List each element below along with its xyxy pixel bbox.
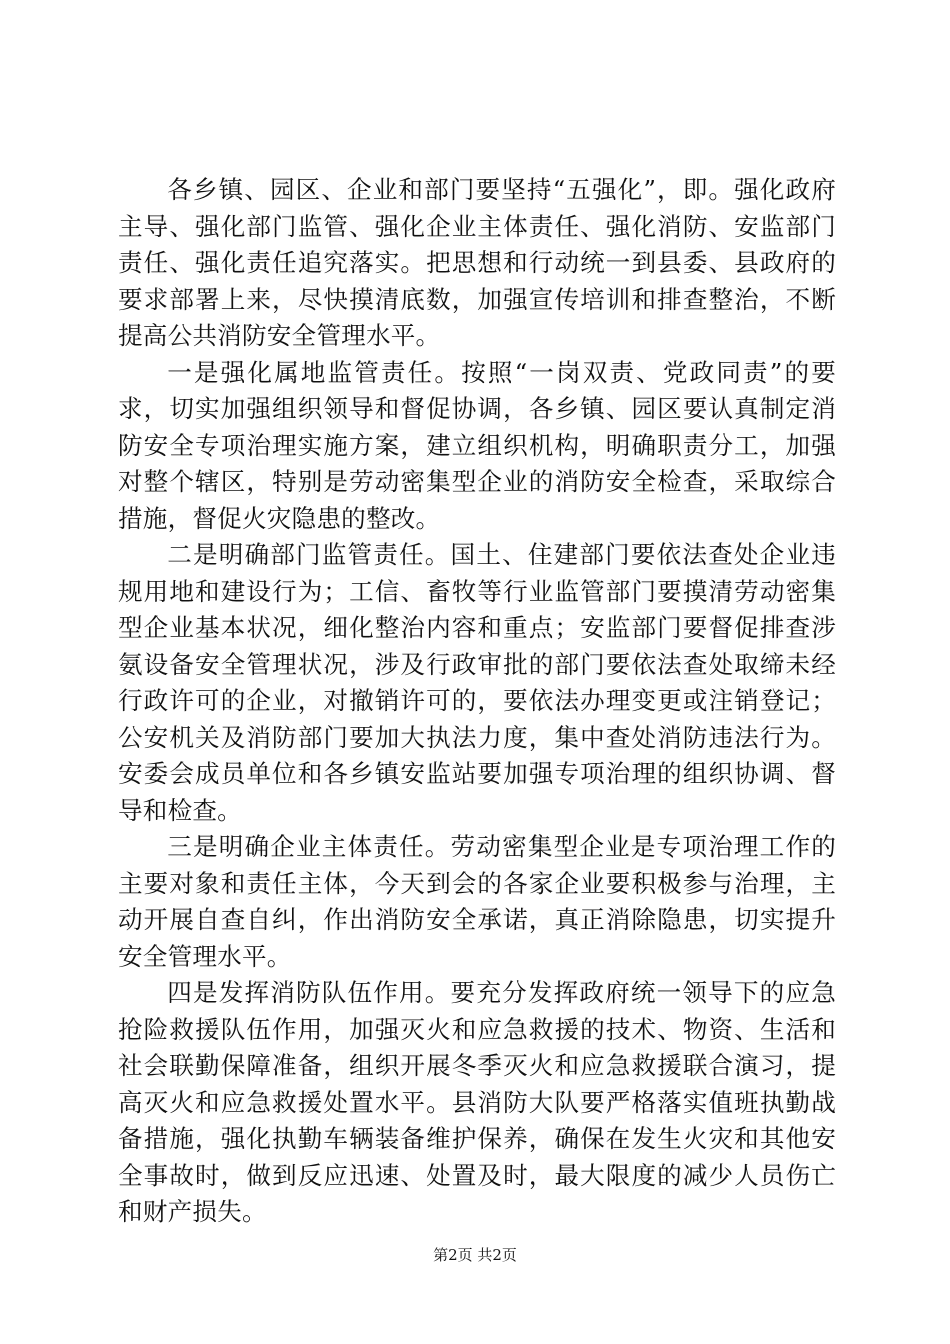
document-body [118,172,836,1231]
paragraph-point-four: 四是发挥消防队伍作用。要充分发挥政府统一领导下的应急抢险救援队伍作用，加强灭火和应急救援的技术、物资、生活和社会联勤保障准备，组织开展冬季灭火和应急救援联合演习，提高灭火和应急救援处置水平。县消防大队要严格落实值班执勤战备措施，强化执勤车辆装备维护保养，确保在发生火灾和其他安全事故时，做到反应迅速、处置及时，最大限度的减少人员伤亡和财产损失。 [118,978,836,1226]
page-number-footer: 第2页 共2页 [433,1246,517,1264]
paragraph-point-two: 二是明确部门监管责任。国土、住建部门要依法查处企业违规用地和建设行为；工信、畜牧等行业监管部门要摸清劳动密集型企业基本状况，细化整治内容和重点；安监部门要督促排查涉氨设备安全管理状况，涉及行政审批的部门要依法查处取缔未经行政许可的企业，对撤销许可的，要依法办理变更或注销登记；公安机关及消防部门要加大执法力度，集中查处消防违法行为。安委会成员单位和各乡镇安监站要加强专项治理的组织协调、督导和检查。 [118,540,836,825]
paragraph-point-three: 三是明确企业主体责任。劳动密集型企业是专项治理工作的主要对象和责任主体，今天到会的各家企业要积极参与治理，主动开展自查自纠，作出消防安全承诺，真正消除隐患，切实提升安全管理水平。 [118,832,836,971]
paragraph-intro: 各乡镇、园区、企业和部门要坚持“五强化”，即。强化政府主导、强化部门监管、强化企业主体责任、强化消防、安监部门责任、强化责任追究落实。把思想和行动统一到县委、县政府的要求部署上来，尽快摸清底数，加强宣传培训和排查整治，不断提高公共消防安全管理水平。 [118,175,836,350]
paragraph-point-one: 一是强化属地监管责任。按照“一岗双责、党政同责”的要求，切实加强组织领导和督促协调，各乡镇、园区要认真制定消防安全专项治理实施方案，建立组织机构，明确职责分工，加强对整个辖区，特别是劳动密集型企业的消防安全检查，采取综合措施，督促火灾隐患的整改。 [118,357,836,533]
